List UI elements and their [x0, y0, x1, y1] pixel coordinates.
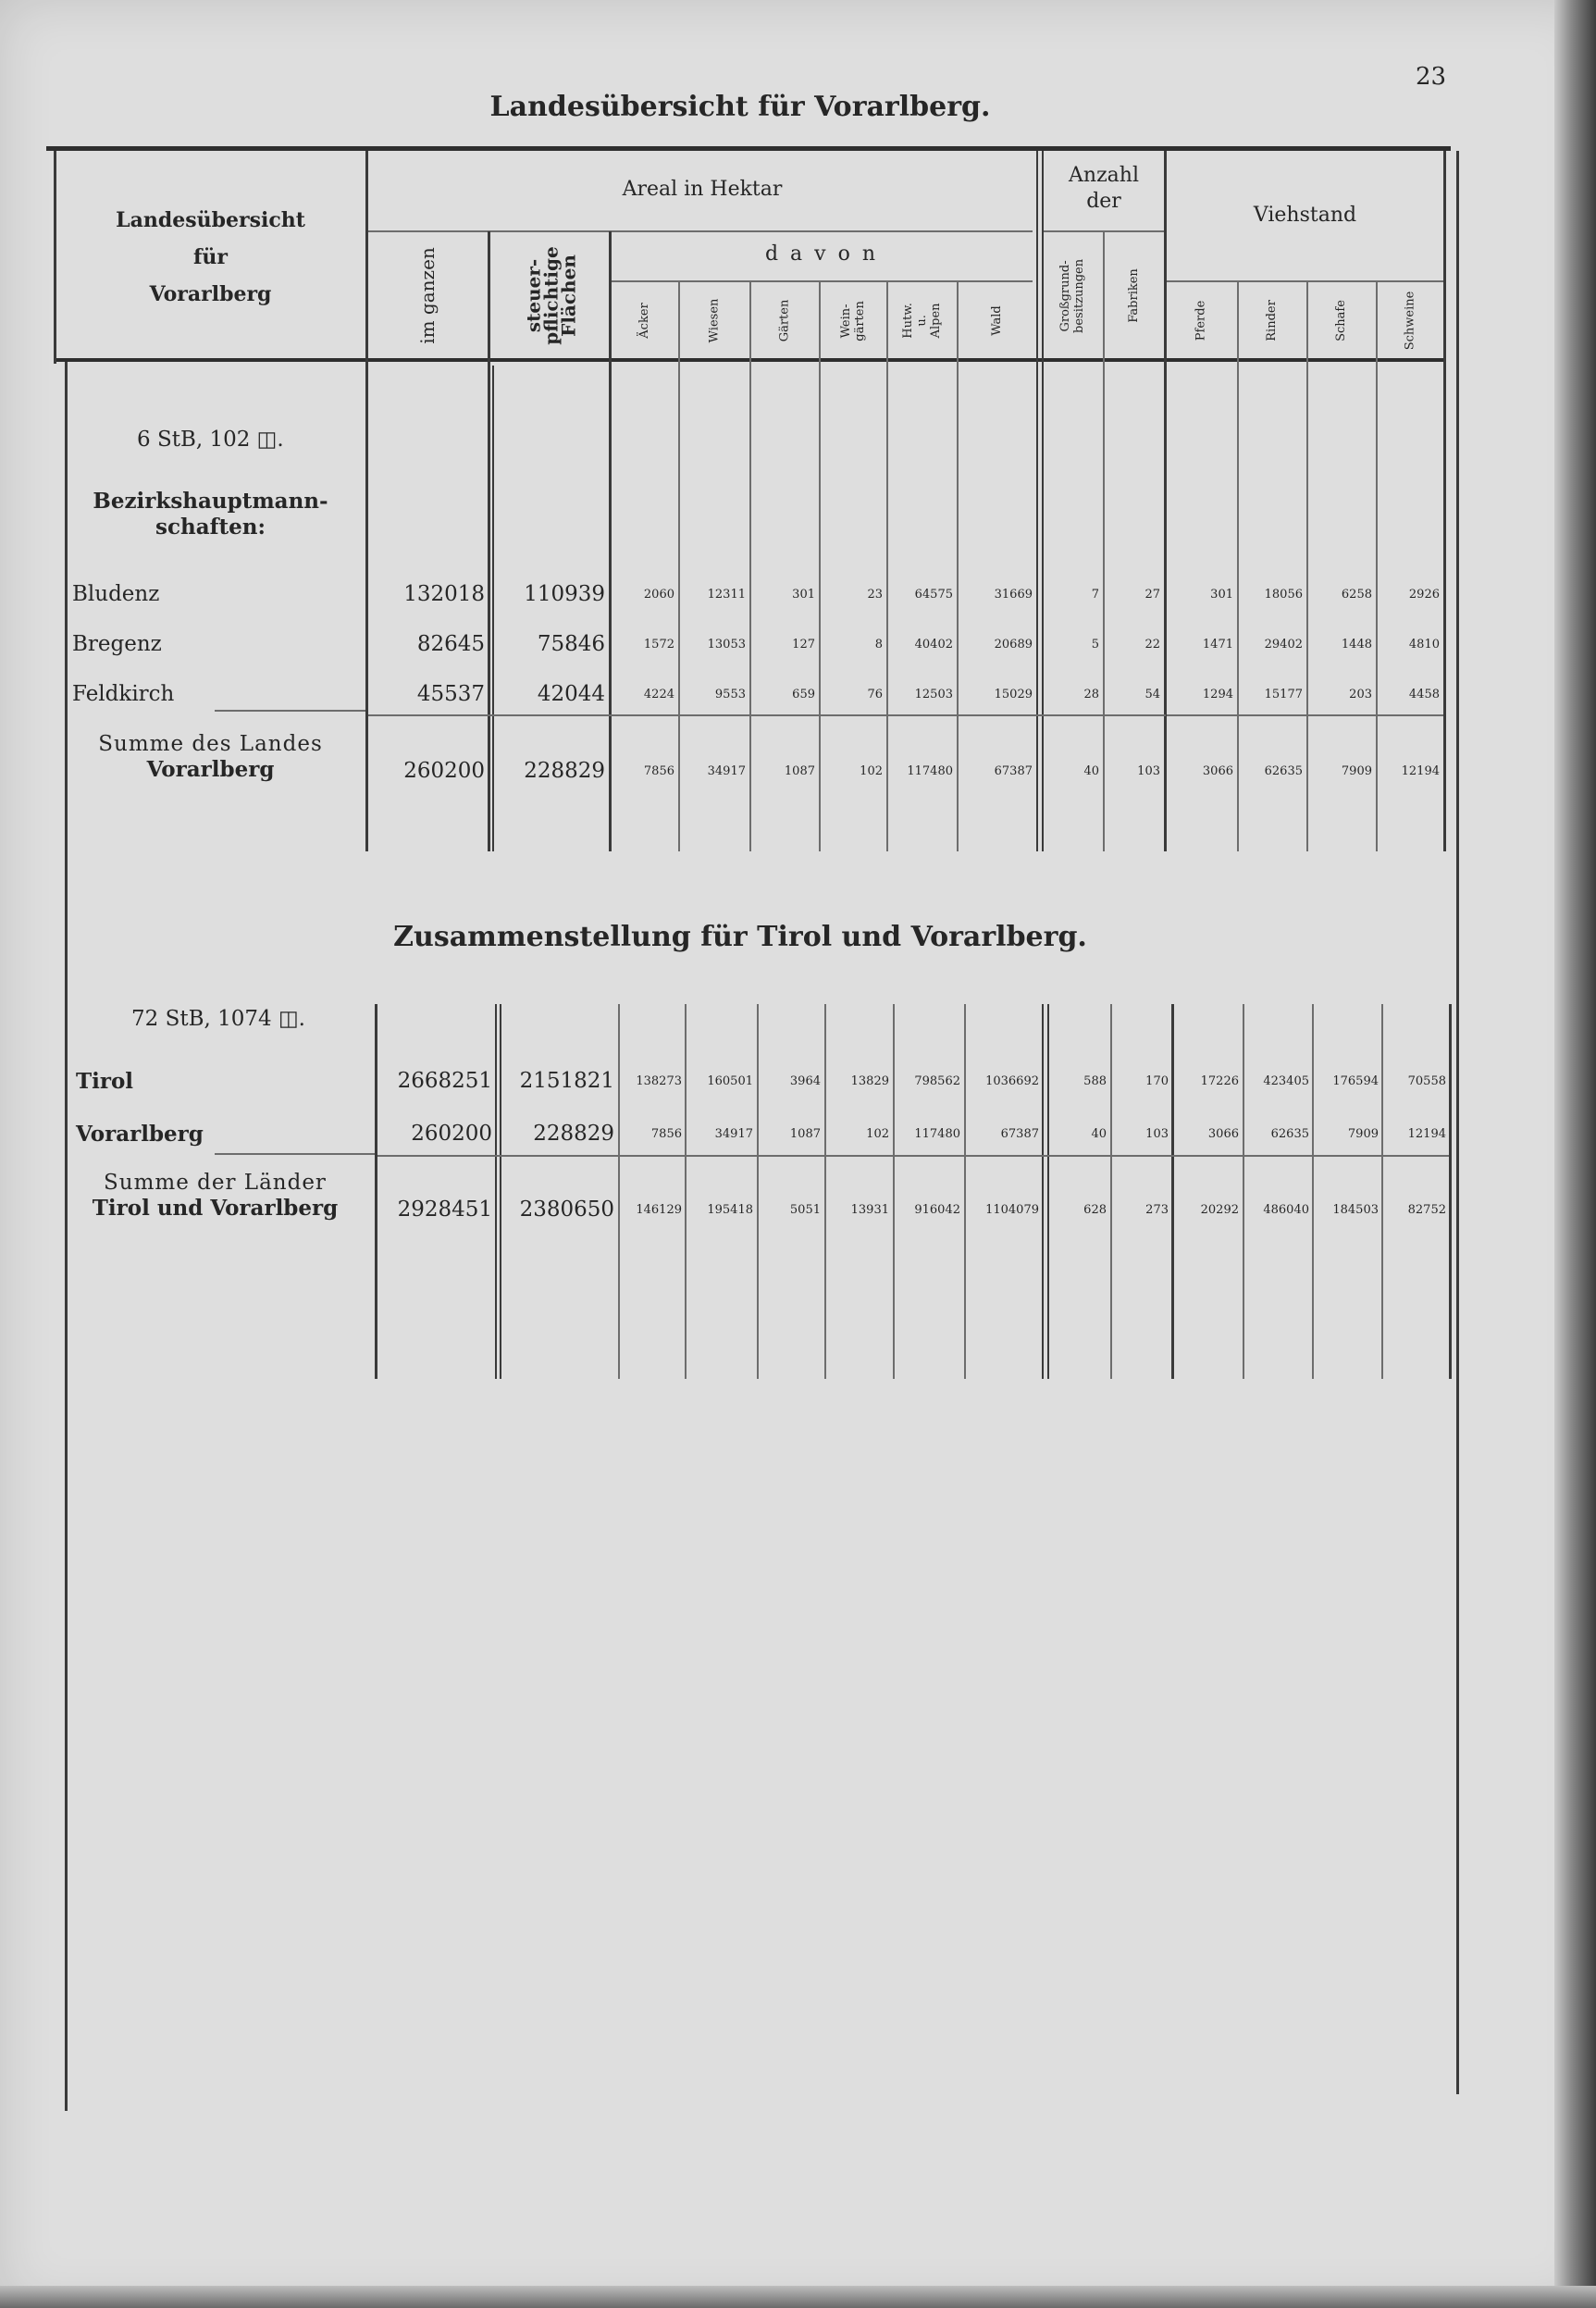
table-cell: 273 [1145, 1203, 1169, 1217]
column-header-text: Schafe [1334, 300, 1349, 341]
table-cell: 1087 [784, 764, 815, 778]
table-cell: 3066 [1202, 764, 1233, 778]
table-rule [495, 1004, 497, 1379]
table-rule [500, 1004, 501, 1379]
table-cell: 70558 [1407, 1074, 1446, 1088]
vieh-subrule [1164, 280, 1443, 282]
table-cell: 228829 [533, 1122, 614, 1146]
col-gaerten [751, 283, 819, 358]
table-cell: 62635 [1270, 1127, 1309, 1141]
table-cell: 1087 [789, 1127, 821, 1141]
column-header-text: Großgrund- besitzungen [1058, 258, 1086, 333]
table-cell: 132018 [403, 582, 485, 606]
table-cell: 40402 [914, 638, 953, 651]
section-heading-line1: Bezirkshauptmann- [93, 489, 328, 514]
col-schweine [1378, 283, 1443, 358]
col-schafe [1308, 283, 1376, 358]
column-header-text: Rinder [1265, 300, 1280, 341]
table-cell: 7856 [650, 1127, 682, 1141]
table-cell: 67387 [994, 764, 1033, 778]
table-rule [1376, 281, 1378, 851]
table-cell: 4810 [1408, 638, 1440, 651]
table-cell: 628 [1083, 1203, 1107, 1217]
table-cell: 54 [1144, 688, 1160, 701]
table-cell: 1572 [643, 638, 674, 651]
table-cell: 27 [1144, 588, 1160, 602]
table-cell: 40 [1091, 1127, 1107, 1141]
table-rule [893, 1004, 895, 1379]
table-rule [685, 1004, 687, 1379]
table-cell: 82752 [1407, 1203, 1446, 1217]
left-frame-line [65, 362, 68, 2111]
total-label-line2: Tirol und Vorarlberg [92, 1196, 339, 1221]
table-cell: 160501 [707, 1074, 753, 1088]
col-fabriken [1105, 233, 1164, 358]
table-rule [1449, 1004, 1452, 1379]
table-cell: 20689 [994, 638, 1033, 651]
table-cell: 2151821 [519, 1069, 614, 1093]
table-cell: 15029 [994, 688, 1033, 701]
table-rule [368, 714, 1166, 716]
table-rule [757, 1004, 759, 1379]
column-header-text: Gärten [777, 299, 792, 342]
table-cell: 23 [867, 588, 883, 602]
page-number: 23 [1416, 63, 1447, 91]
table-cell: 42044 [537, 682, 605, 706]
table-cell: 12194 [1401, 764, 1440, 778]
table-rule [215, 710, 365, 712]
table-cell: 195418 [707, 1203, 753, 1217]
table-rule [1243, 1004, 1244, 1379]
table-cell: 916042 [914, 1203, 960, 1217]
table-rule [377, 1155, 1449, 1157]
table-cell: 2380650 [519, 1197, 614, 1222]
column-header-text: Fabriken [1126, 268, 1141, 323]
table-cell: 45537 [416, 682, 485, 706]
table-cell: 12194 [1407, 1127, 1446, 1141]
table-cell: 103 [1145, 1127, 1169, 1141]
col-pferde [1167, 283, 1237, 358]
right-frame-line [1456, 151, 1459, 2094]
table-cell: 62635 [1264, 764, 1303, 778]
table-cell: 486040 [1263, 1203, 1309, 1217]
table-cell: 117480 [914, 1127, 960, 1141]
stub-header-line3: Vorarlberg [149, 282, 272, 306]
column-header-text: Wald [989, 305, 1004, 336]
table-rule [678, 281, 680, 851]
col-weingaerten [821, 283, 886, 358]
table-cell: 138273 [636, 1074, 682, 1088]
table-cell: 5051 [789, 1203, 821, 1217]
table-cell: 1036692 [985, 1074, 1039, 1088]
table-cell: 76 [867, 688, 883, 701]
table-rule [1164, 151, 1167, 851]
page-edge-bottom [0, 2286, 1596, 2308]
areal-header: Areal in Hektar [622, 178, 783, 201]
table-cell: 22 [1144, 638, 1160, 651]
davon-header: d a v o n [764, 242, 878, 266]
table-rule [1171, 1004, 1174, 1379]
table-cell: 2928451 [397, 1197, 492, 1222]
col-rinder [1239, 283, 1306, 358]
top-rule [46, 146, 1451, 151]
table-rule [1381, 1004, 1383, 1379]
table-cell: 102 [860, 764, 883, 778]
table-rule [1042, 1004, 1044, 1379]
table-cell: 17226 [1200, 1074, 1239, 1088]
table-cell: 12503 [914, 688, 953, 701]
table-rule [1167, 714, 1443, 716]
anzahl-header [1044, 163, 1164, 215]
col-hutweiden [888, 283, 957, 358]
table-cell: 9553 [714, 688, 746, 701]
table-cell: 203 [1349, 688, 1372, 701]
table-cell: 176594 [1332, 1074, 1379, 1088]
table-rule [1312, 1004, 1314, 1379]
table-cell: 4224 [643, 688, 674, 701]
column-header-text: Schweine [1403, 291, 1417, 351]
table-rule [886, 281, 888, 851]
table-rule [819, 281, 821, 851]
table-cell: 15177 [1264, 688, 1303, 701]
section-heading-bezirke [56, 489, 365, 540]
table-cell: 64575 [914, 588, 953, 602]
row-label-tirol: Tirol [76, 1069, 134, 1094]
table-cell: 228829 [524, 759, 605, 783]
table-cell: 20292 [1200, 1203, 1239, 1217]
table-rule [618, 1004, 620, 1379]
table-cell: 1294 [1202, 688, 1233, 701]
table-rule [824, 1004, 826, 1379]
table-cell: 34917 [707, 764, 746, 778]
table-cell: 1104079 [985, 1203, 1039, 1217]
table-cell: 5 [1091, 638, 1099, 651]
table-cell: 7 [1091, 588, 1099, 602]
column-header-text: Pferde [1194, 300, 1208, 341]
table-rule [1047, 1004, 1049, 1379]
table-rule [1443, 151, 1446, 851]
table-cell: 7909 [1341, 764, 1372, 778]
table-cell: 34917 [714, 1127, 753, 1141]
table-rule [1306, 281, 1308, 851]
table-rule [957, 281, 959, 851]
table-cell: 4458 [1408, 688, 1440, 701]
column-header-text: im ganzen [416, 247, 439, 344]
total-label-laender [56, 1170, 375, 1222]
table-cell: 117480 [907, 764, 953, 778]
table-cell: 170 [1145, 1074, 1169, 1088]
table-rule [215, 1153, 375, 1155]
column-header-text: Äcker [637, 303, 651, 339]
stub-header [56, 202, 365, 313]
areal-subrule [366, 230, 1033, 232]
table-cell: 3964 [789, 1074, 821, 1088]
table-cell: 2668251 [397, 1069, 492, 1093]
total-label-line2: Vorarlberg [146, 757, 275, 782]
table-rule [488, 231, 490, 851]
table-cell: 2926 [1408, 588, 1440, 602]
table-cell: 146129 [636, 1203, 682, 1217]
header-bottom-rule [54, 358, 1443, 362]
total-label-line1: Summe des Landes [98, 732, 323, 756]
table-cell: 7856 [643, 764, 674, 778]
table-rule [749, 281, 751, 851]
table-cell: 29402 [1264, 638, 1303, 651]
table-rule [1237, 281, 1239, 851]
table-cell: 28 [1083, 688, 1099, 701]
table-rule [1110, 1004, 1112, 1379]
table-rule [964, 1004, 966, 1379]
table-rule [1036, 151, 1038, 851]
table-cell: 659 [792, 688, 815, 701]
anzahl-header-line2: der [1086, 190, 1121, 213]
table-cell: 67387 [1000, 1127, 1039, 1141]
table-cell: 260200 [403, 759, 485, 783]
table-cell: 6258 [1341, 588, 1372, 602]
table-cell: 75846 [537, 632, 605, 656]
section2-title: Zusammenstellung für Tirol und Vorarlberg. [393, 921, 1087, 953]
table-cell: 2060 [643, 588, 674, 602]
table-cell: 103 [1137, 764, 1160, 778]
total-label-line1: Summe der Länder [104, 1171, 327, 1195]
col-im-ganzen [368, 233, 488, 358]
table-cell: 184503 [1332, 1203, 1379, 1217]
area-note-2: 72 StB, 1074 ◫. [131, 1007, 305, 1031]
total-label-vorarlberg [56, 731, 365, 783]
stub-header-line1: Landesübersicht [116, 208, 305, 232]
row-label-feldkirch: Feldkirch [72, 682, 175, 706]
table-cell: 12311 [707, 588, 746, 602]
col-grossgrund [1044, 233, 1103, 358]
table-cell: 1448 [1341, 638, 1372, 651]
table-cell: 8 [874, 638, 883, 651]
table-cell: 40 [1083, 764, 1099, 778]
table-cell: 18056 [1264, 588, 1303, 602]
table-cell: 3066 [1207, 1127, 1239, 1141]
col-aecker [612, 283, 678, 358]
table-cell: 127 [792, 638, 815, 651]
col-wald [959, 283, 1036, 358]
column-header-text: Wiesen [707, 298, 722, 343]
table-cell: 588 [1083, 1074, 1107, 1088]
col-steuerpflichtig [494, 233, 609, 358]
col-wiesen [680, 283, 749, 358]
table-cell: 7909 [1347, 1127, 1379, 1141]
row-label-bludenz: Bludenz [72, 582, 160, 606]
table-rule [375, 1004, 377, 1379]
table-cell: 798562 [914, 1074, 960, 1088]
area-note-1: 6 StB, 102 ◫. [137, 428, 284, 452]
column-header-text: Wein- gärten [838, 300, 867, 341]
column-header-text: Hutw. u. Alpen [900, 303, 943, 339]
page-title: Landesübersicht für Vorarlberg. [489, 91, 991, 123]
table-rule [492, 366, 494, 851]
table-cell: 31669 [994, 588, 1033, 602]
table-cell: 301 [792, 588, 815, 602]
viehstand-header: Viehstand [1253, 204, 1357, 227]
table-cell: 13829 [850, 1074, 889, 1088]
column-header-text: steuer- pflichtige Flächen [522, 246, 580, 345]
table-cell: 1471 [1202, 638, 1233, 651]
table-cell: 110939 [524, 582, 605, 606]
table-cell: 260200 [411, 1122, 492, 1146]
row-label-bregenz: Bregenz [72, 632, 162, 656]
page-edge-right [1554, 0, 1596, 2308]
table-cell: 301 [1210, 588, 1233, 602]
davon-subrule [611, 280, 1033, 282]
table-cell: 13931 [850, 1203, 889, 1217]
section-heading-line2: schaften: [155, 515, 266, 540]
stub-header-line2: für [192, 245, 229, 269]
table-cell: 13053 [707, 638, 746, 651]
table-cell: 82645 [416, 632, 485, 656]
table-cell: 423405 [1263, 1074, 1309, 1088]
anzahl-header-line1: Anzahl [1069, 164, 1139, 187]
row-label-vorarlberg: Vorarlberg [76, 1122, 204, 1147]
table-cell: 102 [866, 1127, 889, 1141]
